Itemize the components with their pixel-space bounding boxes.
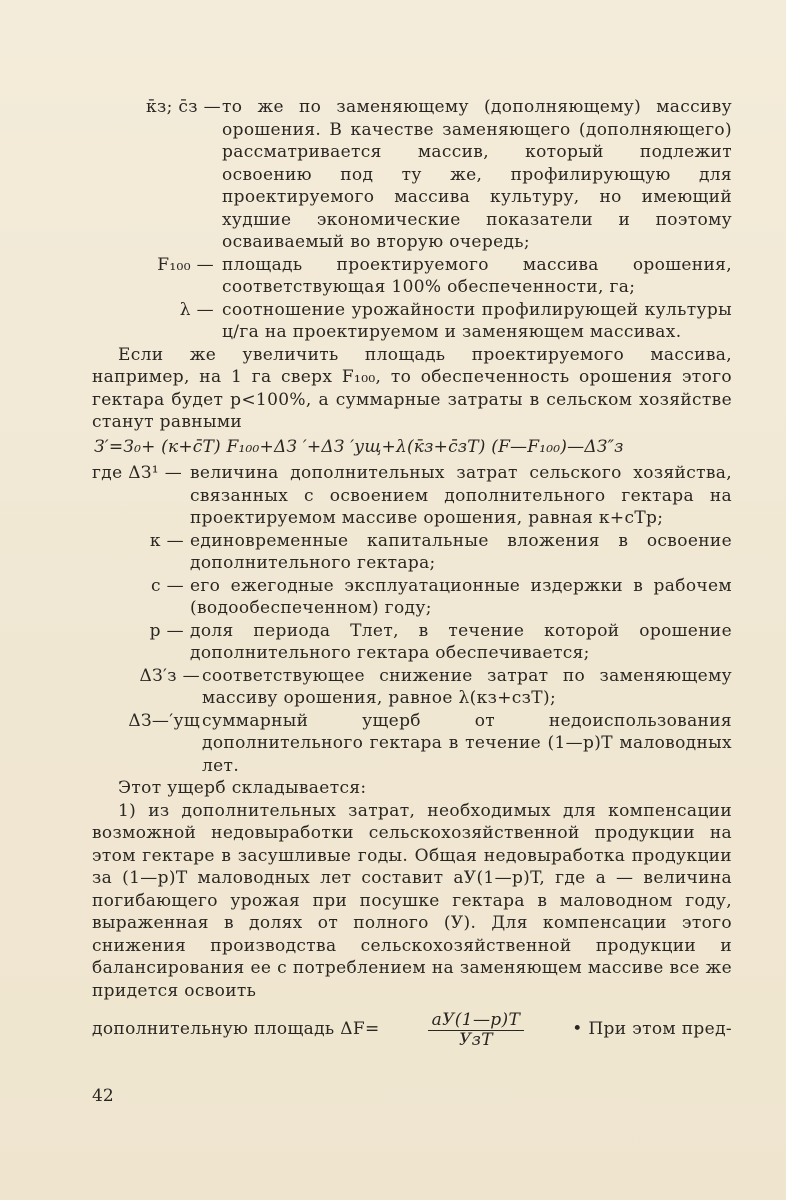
paragraph-item-1: 1) из дополнительных затрат, необходимых для компенсации возможной недовыработки сельскохозяйственной продукции на этом гектаре в засушливые годы. Общая недовыработка продукции за (1—p)T маловодных лет составит aУ(1—p)T, где a — величина погибающего урожая при посушке гектара в маловодном году, выраженная в долях от полного (У). Для компенсации этого снижения производства сельскохозяйственной продукции и балансирования ее с потреблением на заменяющем массиве все же придется освоить: [92, 800, 732, 1001]
definition-term: λ —: [179, 299, 214, 320]
definition-term: к̄з; c̄з —: [146, 97, 222, 117]
definition-term: к —: [149, 530, 184, 551]
definition-kz-cz: [92, 96, 732, 254]
definition-term: ΔЗ′з —: [139, 665, 200, 686]
definition-lambda: [92, 299, 732, 344]
definition-delta-zz: [92, 665, 732, 710]
definition-text: площадь проектируемого массива орошения, соответствующая 100% обеспеченности, га;: [222, 254, 732, 297]
definition-text: суммарный ущерб от недоиспользования дополнительного гектара в течение (1—p)T маловодных лет.: [202, 710, 732, 776]
fraction-denominator: УзT: [458, 1030, 493, 1050]
definition-text: соотношение урожайности профилирующей культуры ц/га на проектируемом и заменяющем массивах.: [222, 299, 732, 342]
page-content: [92, 96, 732, 1049]
definition-term: F₁₀₀ —: [157, 254, 214, 275]
area-fraction-line: [92, 1010, 732, 1049]
definition-p: [92, 620, 732, 665]
fraction-prefix: дополнительную площадь ΔF=: [92, 1019, 380, 1040]
paragraph-damage-composition: Этот ущерб складывается:: [118, 778, 367, 798]
fraction-numerator: aУ(1—p)T: [428, 1010, 525, 1031]
fraction-suffix: • При этом пред-: [572, 1019, 732, 1040]
definition-text: то же по заменяющему (дополняющему) массиву орошения. В качестве заменяющего (дополняющего) рассматривается массив, который подлежит освоению под ту же, профилирующую для проектируемого массива культуру, но имеющий худшие экономические показатели и поэтому осваиваемый во вторую очередь;: [222, 97, 732, 252]
definition-c: [92, 575, 732, 620]
definition-f100: [92, 254, 732, 299]
definition-k: [92, 530, 732, 575]
definition-text: его ежегодные эксплуатационные издержки в рабочем (водообеспеченном) году;: [190, 575, 732, 618]
definition-delta-z1: [92, 462, 732, 530]
definition-text: величина дополнительных затрат сельского хозяйства, связанных с освоением дополнительного гектара на проектируемом массиве орошения, равная к+cTp;: [190, 463, 732, 528]
definition-term: c —: [151, 575, 184, 596]
definition-text: доля периода Tлет, в течение которой орошение дополнительного гектара обеспечивается;: [190, 620, 732, 663]
paragraph-increase-area: Если же увеличить площадь проектируемого массива, например, на 1 га сверх F₁₀₀, то обеспеченность орошения этого гектара будет p<100%, а суммарные затраты в сельском хозяйстве станут равными: [92, 344, 732, 432]
definition-term: ΔЗ—′ущ: [128, 710, 200, 731]
page-number: 42: [92, 1086, 114, 1106]
definition-damage: [92, 710, 732, 778]
delta-f-fraction: [428, 1010, 525, 1049]
total-cost-formula: З′=З₀+ (к+c̄T) F₁₀₀+ΔЗ ′+ΔЗ ′ущ+λ(к̄з+c̄зT) (F—F₁₀₀)—ΔЗ″з: [94, 436, 624, 457]
definition-term: p —: [149, 620, 184, 641]
definition-text: единовременные капитальные вложения в освоение дополнительного гектара;: [190, 530, 732, 573]
definition-term: где ΔЗ¹ —: [92, 463, 183, 483]
definition-text: соответствующее снижение затрат по заменяющему массиву орошения, равное λ(кз+cзT);: [202, 665, 732, 708]
